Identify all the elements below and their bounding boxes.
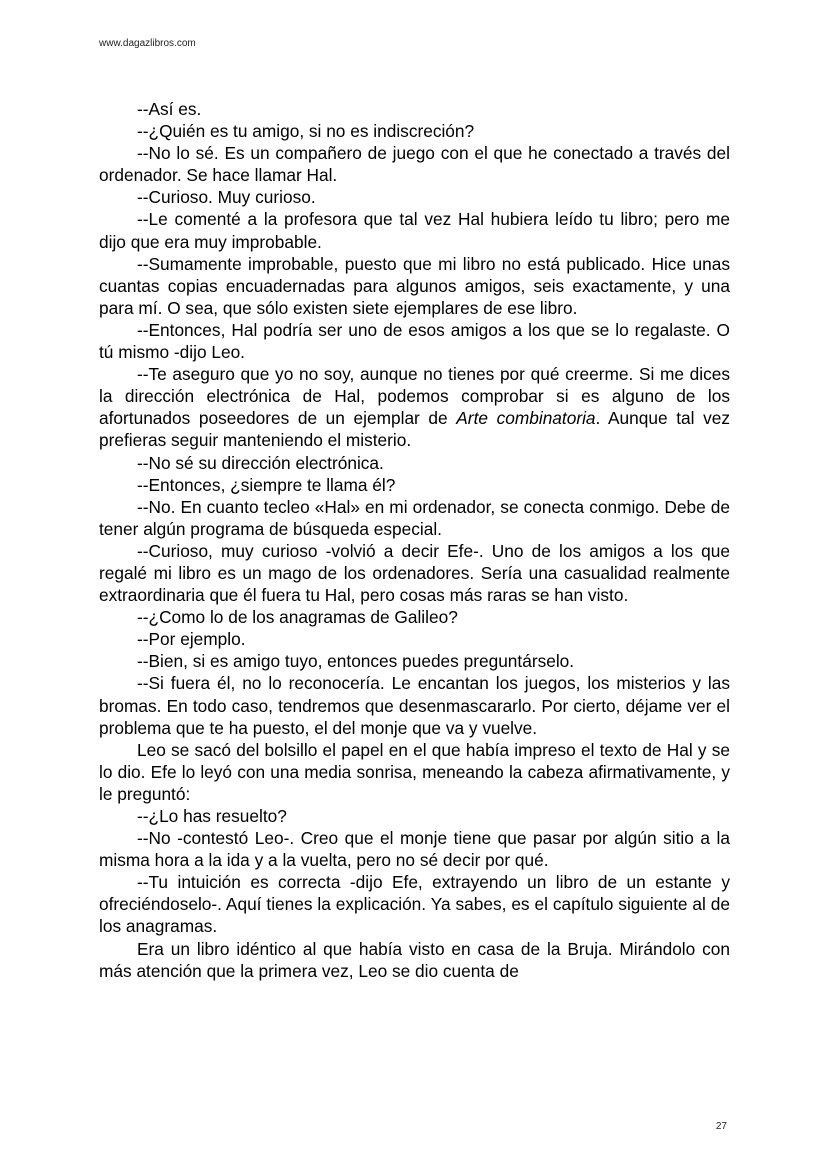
paragraph: --¿Lo has resuelto? (137, 806, 287, 826)
paragraph: --Te aseguro que yo no soy, aunque no tienes por qué creerme. Si me dices la dirección electrónica de Hal, podemos comprobar si es alguno de los afortunados poseedores de un ejemplar de Arte combinatoria. Aunque tal vez prefieras seguir manteniendo el misterio. (99, 364, 730, 451)
paragraph: --Entonces, Hal podría ser uno de esos amigos a los que se lo regalaste. O tú mismo -dijo Leo. (99, 319, 730, 363)
paragraph: --Bien, si es amigo tuyo, entonces puedes preguntárselo. (137, 651, 575, 672)
paragraph: --No. En cuanto tecleo «Hal» en mi ordenador, se conecta conmigo. Debe de tener algún programa de búsqueda especial. (99, 496, 730, 539)
page-number: 27 (715, 1121, 727, 1132)
paragraph: --Curioso. Muy curioso. (137, 187, 316, 208)
paragraph: Leo se sacó del bolsillo el papel en el que había impreso el texto de Hal y se lo dio. Efe lo leyó con una media sonrisa, meneando la cabeza afirmativamente, y le preguntó: (99, 739, 730, 804)
site-url-header: www.dagazlibros.com (99, 38, 196, 49)
body-text (99, 98, 730, 982)
paragraph: --Así es. (137, 99, 202, 119)
paragraph: --Por ejemplo. (137, 629, 246, 650)
paragraph: --Le comenté a la profesora que tal vez Hal hubiera leído tu libro; pero me dijo que era muy improbable. (99, 209, 730, 252)
paragraph: --Entonces, ¿siempre te llama él? (137, 474, 396, 495)
paragraph: --¿Como lo de los anagramas de Galileo? (137, 607, 458, 628)
paragraph: --No lo sé. Es un compañero de juego con el que he conectado a través del ordenador. Se hace llamar Hal. (99, 143, 730, 186)
book-title: Arte combinatoria (456, 408, 596, 429)
paragraph: --Tu intuición es correcta -dijo Efe, extrayendo un libro de un estante y ofreciéndoselo-. Aquí tienes la explicación. Ya sabes, es el capítulo siguiente al de los anagramas. (99, 872, 730, 937)
paragraph: --Sumamente improbable, puesto que mi libro no está publicado. Hice unas cuantas copias encuadernadas para algunos amigos, seis exactamente, y una para mí. O sea, que sólo existen siete ejemplares de ese libro. (99, 253, 730, 318)
paragraph: --No -contestó Leo-. Creo que el monje tiene que pasar por algún sitio a la misma hora a la ida y a la vuelta, pero no sé decir por qué. (99, 828, 730, 871)
paragraph: --¿Quién es tu amigo, si no es indiscreción? (137, 121, 475, 142)
paragraph: --Si fuera él, no lo reconocería. Le encantan los juegos, los misterios y las bromas. En todo caso, tendremos que desenmascararlo. Por cierto, déjame ver el problema que te ha puesto, el del monje que va y vuelve. (99, 673, 730, 738)
paragraph: --Curioso, muy curioso -volvió a decir Efe-. Uno de los amigos a los que regalé mi libro es un mago de los ordenadores. Sería una casualidad realmente extraordinaria que él fuera tu Hal, pero cosas más raras se han visto. (99, 540, 730, 606)
paragraph: Era un libro idéntico al que había visto en casa de la Bruja. Mirándolo con más atención que la primera vez, Leo se dio cuenta de (99, 938, 730, 981)
paragraph: --No sé su dirección electrónica. (137, 452, 384, 473)
